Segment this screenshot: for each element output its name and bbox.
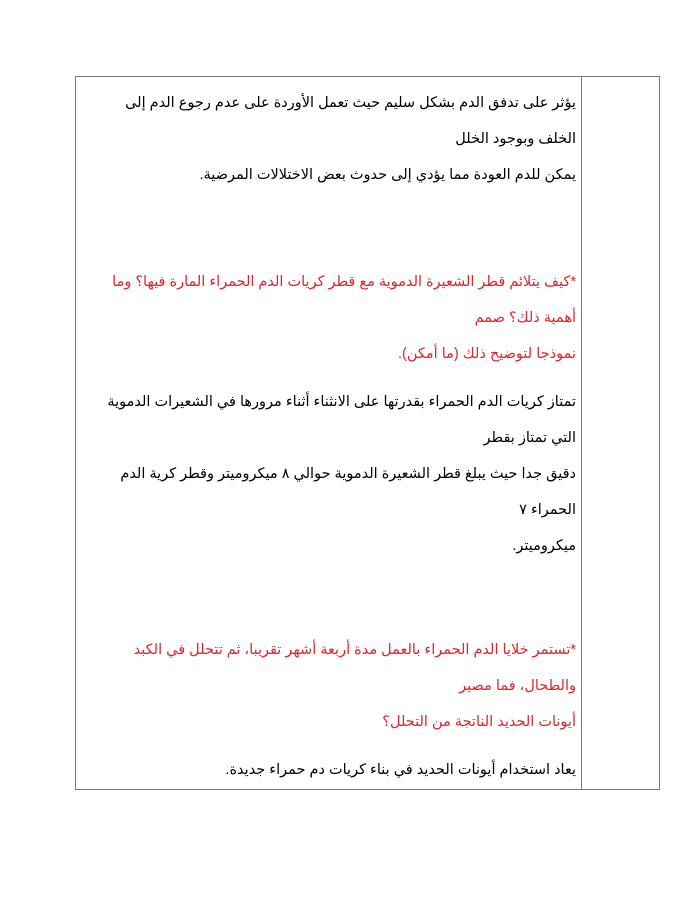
question-paragraph-2 [84,632,576,740]
answer-paragraph-2 [84,384,576,564]
side-cell-empty [582,77,659,789]
document-table [75,76,660,790]
text-line: يمكن للدم العودة مما يؤدي إلى حدوث بعض الاختلالات المرضية. [199,167,576,183]
answer-paragraph-1 [84,85,576,193]
text-line: يعاد استخدام أيونات الحديد في بناء كريات دم حمراء جديدة. [225,762,576,778]
question-paragraph-1 [84,264,576,372]
question-line: أيونات الحديد الناتجة من التحلل؟ [382,714,576,730]
spacer [84,564,576,632]
question-line: نموذجا لتوضيح ذلك (ما أمكن). [397,346,576,362]
answer-paragraph-3 [84,752,576,788]
text-line: تمتاز كريات الدم الحمراء بقدرتها على الانثناء أثناء مرورها في الشعيرات الدموية التي تمتاز بقطر [107,394,576,446]
content-cell [76,77,581,789]
text-line: يؤثر على تدفق الدم بشكل سليم حيث تعمل الأوردة على عدم رجوع الدم إلى الخلف وبوجود الخلل [125,95,576,147]
text-line: ميكروميتر. [512,538,576,554]
question-line: *كيف يتلائم قطر الشعيرة الدموية مع قطر كريات الدم الحمراء المارة فيها؟ وما أهمية ذلك؟ صمم [112,274,576,326]
question-line: *تستمر خلايا الدم الحمراء بالعمل مدة أربعة أشهر تقريبا، ثم تتحلل في الكبد والطحال، فما مصير [133,642,576,694]
spacer [84,372,576,384]
spacer [84,740,576,752]
text-line: دقيق جدا حيث يبلغ قطر الشعيرة الدموية حوالي ٨ ميكروميتر وقطر كرية الدم الحمراء ٧ [120,466,576,518]
spacer [84,193,576,264]
